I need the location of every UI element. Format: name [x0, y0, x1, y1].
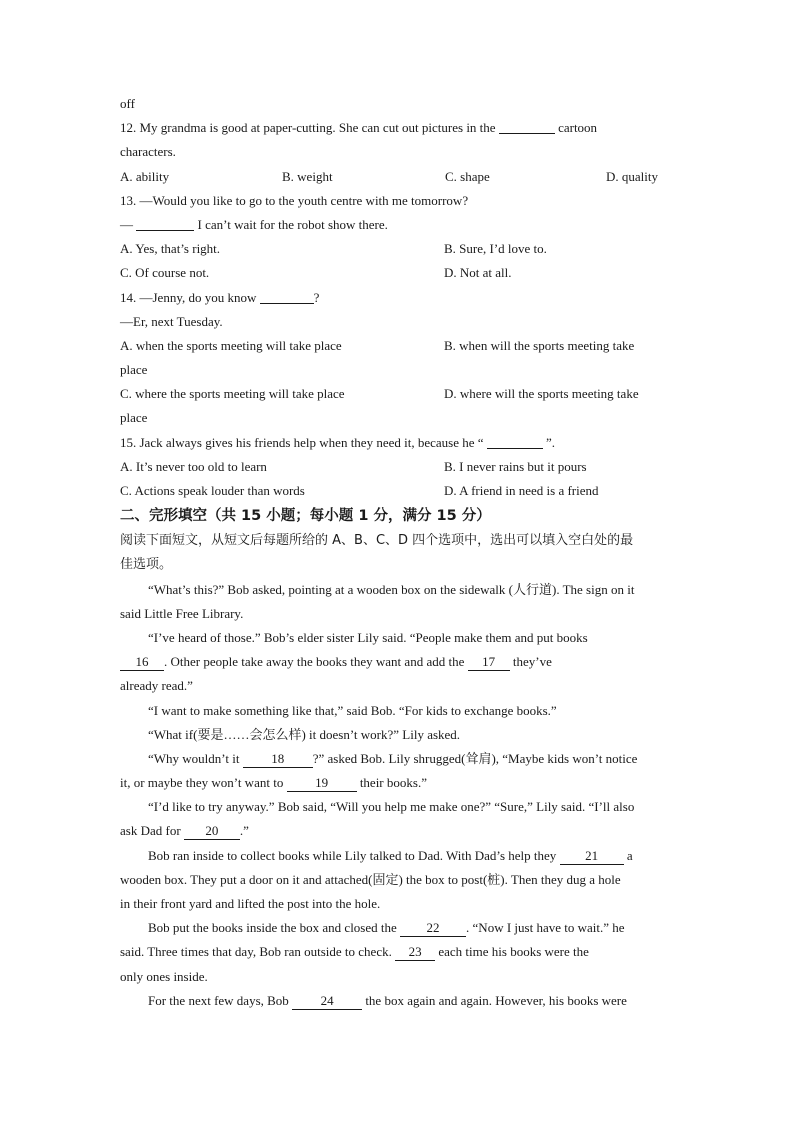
option-d: D. quality [606, 168, 658, 184]
section-instructions-cont: 佳选项。 [120, 557, 173, 573]
passage-line: “Why wouldn’t it 18 ?” asked Bob. Lily shrugged(耸肩), “Maybe kids won’t notice [148, 750, 638, 766]
cloze-blank-21: 21 [560, 848, 624, 865]
cloze-blank-20: 20 [184, 823, 240, 840]
q14-options-row2 [120, 382, 676, 406]
passage-line: Bob put the books inside the box and closed the 22 . “Now I just have to wait.” he [148, 920, 625, 936]
option-b: B. I never rains but it pours [444, 458, 587, 474]
answer-blank [260, 289, 314, 304]
q13-options-row1 [120, 237, 676, 261]
passage-line: “What’s this?” Bob asked, pointing at a wooden box on the sidewalk (人行道). The sign on it [148, 581, 635, 597]
q13-stem: 13. —Would you like to go to the youth centre with me tomorrow? [120, 192, 469, 208]
option-b: B. when will the sports meeting take [444, 337, 635, 353]
option-d: D. Not at all. [444, 265, 512, 281]
answer-blank [487, 434, 543, 449]
passage-line: 16 . Other people take away the books they want and add the 17 they’ve [120, 650, 676, 674]
option-a: A. Yes, that’s right. [120, 241, 221, 257]
passage-line: For the next few days, Bob 24 the box again and again. However, his books were [148, 992, 627, 1008]
option-c: C. shape [445, 168, 490, 184]
option-c: C. Of course not. [120, 265, 210, 281]
q15-options-row1 [120, 455, 676, 479]
cloze-blank-22: 22 [400, 920, 466, 937]
answer-blank [136, 216, 194, 231]
q12-options [120, 165, 676, 189]
option-a: A. ability [120, 168, 170, 184]
q12-stem-cont: characters. [120, 144, 176, 160]
passage-line: Bob ran inside to collect books while Lily talked to Dad. With Dad’s help they 21 a [148, 847, 633, 863]
section-instructions: 阅读下面短文，从短文后每题所给的 A、B、C、D 四个选项中，选出可以填入空白处的最 [120, 533, 634, 549]
passage-line: “What if(要是……会怎么样) it doesn’t work?” Lily asked. [148, 726, 461, 742]
option-a: A. It’s never too old to learn [120, 458, 267, 474]
passage-line: wooden box. They put a door on it and attached(固定) the box to post(桩). Then they dug a hole [120, 871, 621, 887]
passage-line: it, or maybe they won’t want to 19 their books.” [120, 775, 427, 791]
exam-page [120, 92, 676, 1013]
cloze-blank-24: 24 [292, 993, 362, 1010]
q14-stem: 14. —Jenny, do you know ? [120, 289, 320, 305]
q13-response: — I can’t wait for the robot show there. [120, 216, 388, 232]
q13-options-row2 [120, 261, 676, 285]
cloze-blank-16: 16 [120, 654, 164, 671]
section-title: 二、完形填空（共 15 小题；每小题 1 分，满分 15 分） [120, 508, 491, 525]
passage-line: only ones inside. [120, 968, 208, 984]
passage-line: “I want to make something like that,” said Bob. “For kids to exchange books.” [148, 702, 557, 718]
passage-line: “I’ve heard of those.” Bob’s elder sister Lily said. “People make them and put books [148, 629, 588, 645]
option-b: B. weight [282, 168, 333, 184]
option-b-cont: place [120, 362, 148, 378]
option-d: D. where will the sports meeting take [444, 386, 639, 402]
q14-options-row1 [120, 334, 676, 358]
passage-line: “I’d like to try anyway.” Bob said, “Will you help me make one?” “Sure,” Lily said. “I’ll also [148, 799, 635, 815]
passage-line: said Little Free Library. [120, 605, 244, 621]
q15-options-row2 [120, 479, 676, 503]
option-a: A. when the sports meeting will take place [120, 337, 342, 353]
option-c: C. Actions speak louder than words [120, 483, 305, 498]
q14-response: —Er, next Tuesday. [120, 313, 223, 329]
passage-line: said. Three times that day, Bob ran outside to check. 23 each time his books were the [120, 944, 589, 960]
q15-stem: 15. Jack always gives his friends help when they need it, because he “ ”. [120, 434, 556, 450]
cloze-blank-23: 23 [395, 944, 435, 961]
option-d-cont: place [120, 410, 148, 426]
option-c: C. where the sports meeting will take place [120, 386, 345, 402]
cloze-blank-18: 18 [243, 751, 313, 768]
cloze-blank-19: 19 [287, 775, 357, 792]
passage-line: in their front yard and lifted the post into the hole. [120, 896, 381, 911]
cloze-blank-17: 17 [468, 654, 510, 671]
q12-stem: 12. My grandma is good at paper-cutting. She can cut out pictures in the cartoon [120, 120, 598, 136]
passage-line: already read.” [120, 678, 193, 694]
answer-blank [499, 119, 555, 134]
q11-tail: off [120, 96, 135, 111]
passage-line: ask Dad for 20 .” [120, 823, 249, 839]
option-d: D. A friend in need is a friend [444, 483, 599, 498]
option-b: B. Sure, I’d love to. [444, 241, 547, 257]
